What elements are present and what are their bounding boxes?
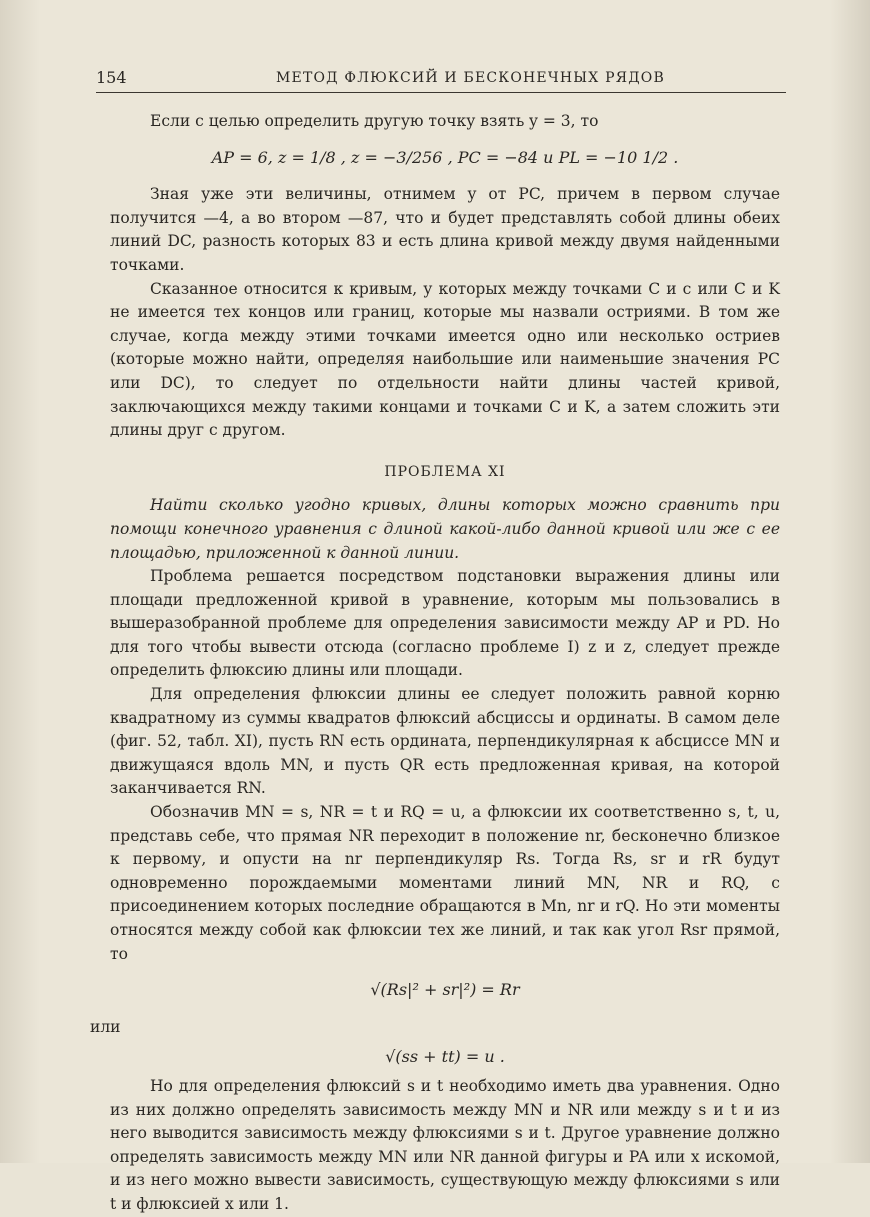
paragraph-5: Проблема решается посредством подстановки выражения длины или площади предложенной кривой в уравнение, которым мы пользовались в вышеразобранной проблеме для определения зависимости между AP и PD. Но для того чтобы вывести отсюда (согласно проблеме I) z и z, следует прежде определить флюксию длины или площади. xyxy=(110,567,780,680)
paragraph-3: Сказанное относится к кривым, у которых между точками C и c или C и K не имеется тех концов или границ, которые мы назвали остриями. В том же случае, когда между этими точками имеется одно или несколько остриев (которые можно найти, определяя наибольшие или наименьшие значения PC или DC), то следует по отдельности найти длины частей кривой, заключающихся между такими концами и точками C и K, а затем сложить эти длины друг с другом. xyxy=(110,279,780,440)
page-number: 154 xyxy=(96,68,127,87)
page-body xyxy=(90,110,780,1217)
formula-1: AP = 6, z = 1/8 , z = −3/256 , PC = −84 и PL = −10 1/2 . xyxy=(211,147,679,167)
paragraph-1: Если с целью определить другую точку взять y = 3, то xyxy=(150,112,599,130)
formula-3: √(ss + tt) = u . xyxy=(385,1047,505,1067)
paragraph-7: Обозначив MN = s, NR = t и RQ = u, а флюксии их соответственно s, t, u, представь себе, что прямая NR переходит в положение nr, бесконечно близкое к первому, и опусти на nr перпендикуляр Rs. Тогда Rs, sr и rR будут одновременно порождаемыми моментами линий MN, NR и RQ, с присоединением которых последние обращаются в Mn, nr и rQ. Но эти моменты относятся между собой как флюксии тех же линий, и так как угол Rsr прямой, то xyxy=(110,803,780,963)
paragraph-2: Зная уже эти величины, отнимем y от PC, причем в первом случае получится —4, а во втором —87, что и будет представлять собой длины обеих линий DC, разность которых 83 и есть длина кривой между двумя найденными точками. xyxy=(110,185,780,274)
section-heading: ПРОБЛЕМА XI xyxy=(384,463,506,480)
problem-statement: Найти сколько угодно кривых, длины которых можно сравнить при помощи конечного уравнения с длиной какой-либо данной кривой или же с ее площадью, приложенной к данной линии. xyxy=(110,496,780,562)
formula-2: √(Rs|² + sr|²) = Rr xyxy=(370,980,520,1000)
running-header xyxy=(96,68,786,92)
header-rule xyxy=(96,92,786,93)
running-title: МЕТОД ФЛЮКСИЙ И БЕСКОНЕЧНЫХ РЯДОВ xyxy=(276,70,665,86)
word-or: или xyxy=(90,1017,121,1036)
paragraph-6: Для определения флюксии длины ее следует положить равной корню квадратному из суммы квадратов флюксий абсциссы и ординаты. В самом деле (фиг. 52, табл. XI), пусть RN есть ордината, перпендикулярная к абсциссе MN и движущаяся вдоль MN, и пусть QR есть предложенная кривая, на которой заканчивается RN. xyxy=(110,685,780,798)
paragraph-8: Но для определения флюксий s и t необходимо иметь два уравнения. Одно из них должно определять зависимость между MN и NR или между s и t и из него выводится зависимость между флюксиями s и t. Другое уравнение должно определять зависимость между MN или NR данной фигуры и PA или x искомой, и из него можно вывести зависимость, существующую между флюксиями s или t и флюксией x или 1. xyxy=(110,1076,780,1213)
